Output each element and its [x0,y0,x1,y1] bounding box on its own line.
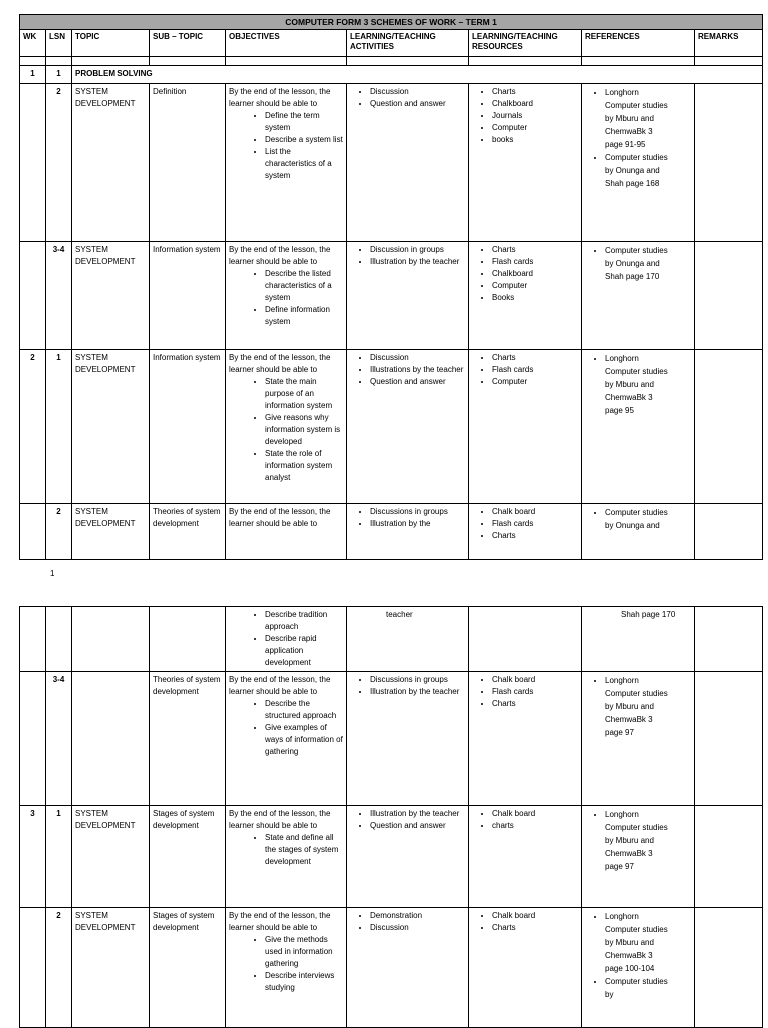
spacer-row [20,57,763,66]
resource-item: • Charts [492,244,578,256]
col-header-topic: TOPIC [72,30,150,57]
row-resources [469,242,582,350]
row-topic [72,607,150,672]
resource-item: • Flash cards [492,686,578,698]
reference-item: • Computer studies by Onunga and Shah page 170 [605,244,671,283]
reference-item: • Longhorn Computer studies by Mburu and ChemwaBk 3 page 97 [605,674,671,739]
row-activities [347,806,469,908]
resource-item: • Flash cards [492,256,578,268]
header-row [20,30,763,57]
activity-item: • Illustration by the teacher [370,256,465,268]
row-activities [347,242,469,350]
resource-item: • books [492,134,578,146]
row-remarks [695,242,763,350]
objective-item: • Give examples of ways of information of gathering [265,722,343,758]
row-topic: SYSTEM DEVELOPMENT [72,504,150,560]
resource-item: • Chalk board [492,674,578,686]
row-wk [20,242,46,350]
objective-item: • Describe the structured approach [265,698,343,722]
activity-item: • Illustration by the [370,518,465,530]
objective-item: • Define the term system [265,110,343,134]
scheme-row [20,806,763,908]
row-remarks [695,672,763,806]
section-wk: 1 [20,66,46,84]
row-topic: SYSTEM DEVELOPMENT [72,84,150,242]
row-lsn: 2 [46,504,72,560]
row-references [582,242,695,350]
scheme-row [20,672,763,806]
row-resources [469,504,582,560]
row-lsn: 3-4 [46,242,72,350]
objective-intro: By the end of the lesson, the learner should be able to [229,245,331,266]
col-header-lsn: LSN [46,30,72,57]
row-objectives [226,806,347,908]
row-activities [347,504,469,560]
row-remarks [695,84,763,242]
row-remarks [695,504,763,560]
objective-item: • Describe rapid application development [265,633,343,669]
resource-item: • Charts [492,698,578,710]
row-subtopic: Information system [150,242,226,350]
row-topic: SYSTEM DEVELOPMENT [72,350,150,504]
row-objectives [226,84,347,242]
row-remarks [695,908,763,1028]
row-activities: teacher [347,607,469,672]
objective-item: • Give reasons why information system is developed [265,412,343,448]
objective-item: • Define information system [265,304,343,328]
activity-item: • Illustration by the teacher [370,808,465,820]
row-references [582,84,695,242]
col-header-references: REFERENCES [582,30,695,57]
activity-item: • Discussion [370,86,465,98]
row-objectives [226,607,347,672]
scheme-table-page-2 [19,606,763,1028]
activity-item: • Illustration by the teacher [370,686,465,698]
objective-intro: By the end of the lesson, the learner should be able to [229,87,331,108]
row-references [582,806,695,908]
section-row [20,66,763,84]
row-wk [20,84,46,242]
row-wk [20,504,46,560]
col-header-subtopic: SUB – TOPIC [150,30,226,57]
page-1-rows [20,84,763,560]
resource-item: • Charts [492,922,578,934]
scheme-row [20,242,763,350]
row-lsn: 3-4 [46,672,72,806]
row-objectives [226,504,347,560]
resource-item: • Chalk board [492,910,578,922]
row-activities [347,908,469,1028]
resource-item: • Flash cards [492,364,578,376]
objective-intro: By the end of the lesson, the learner should be able to [229,809,331,830]
objective-intro: By the end of the lesson, the learner should be able to [229,675,331,696]
resource-item: • Charts [492,530,578,542]
objective-intro: By the end of the lesson, the learner should be able to [229,911,331,932]
row-topic [72,672,150,806]
resource-item: • Journals [492,110,578,122]
reference-item: • Longhorn Computer studies by Mburu and ChemwaBk 3 page 97 [605,808,671,873]
objective-item: • State the main purpose of an information system [265,376,343,412]
resource-item: • Charts [492,86,578,98]
col-header-activities: LEARNING/TEACHING ACTIVITIES [347,30,469,57]
row-lsn: 1 [46,806,72,908]
activity-item: • Discussion [370,352,465,364]
scheme-row [20,607,763,672]
row-references [582,908,695,1028]
row-subtopic: Information system [150,350,226,504]
scheme-table-page-1 [19,14,763,560]
resource-item: • Computer [492,280,578,292]
activity-item: • Discussion in groups [370,244,465,256]
row-resources [469,806,582,908]
scheme-row [20,908,763,1028]
row-remarks [695,806,763,908]
reference-item: • Computer studies by Onunga and [605,506,671,532]
scheme-row [20,350,763,504]
col-header-remarks: REMARKS [695,30,763,57]
row-resources [469,84,582,242]
resource-item: • Chalk board [492,506,578,518]
row-activities [347,84,469,242]
resource-item: • Flash cards [492,518,578,530]
row-wk [20,908,46,1028]
row-lsn: 2 [46,908,72,1028]
section-topic: PROBLEM SOLVING [72,66,763,84]
resource-item: • charts [492,820,578,832]
reference-item: • Computer studies by Onunga and Shah page 168 [605,151,671,190]
page-number: 1 [50,569,55,578]
col-header-resources: LEARNING/TEACHING RESOURCES [469,30,582,57]
row-resources [469,672,582,806]
row-subtopic: Stages of system development [150,908,226,1028]
row-references [582,672,695,806]
row-subtopic: Theories of system development [150,672,226,806]
row-wk: 2 [20,350,46,504]
row-wk [20,607,46,672]
row-wk: 3 [20,806,46,908]
scheme-row [20,504,763,560]
objective-item: • State and define all the stages of system development [265,832,343,868]
row-wk [20,672,46,806]
resource-item: • Books [492,292,578,304]
col-header-wk: WK [20,30,46,57]
section-lsn: 1 [46,66,72,84]
row-references [582,504,695,560]
objective-item: • Give the methods used in information gathering [265,934,343,970]
scheme-row [20,84,763,242]
col-header-objectives: OBJECTIVES [226,30,347,57]
row-topic: SYSTEM DEVELOPMENT [72,908,150,1028]
document-title: COMPUTER FORM 3 SCHEMES OF WORK – TERM 1 [20,15,763,30]
row-resources [469,607,582,672]
row-topic: SYSTEM DEVELOPMENT [72,806,150,908]
row-activities [347,672,469,806]
row-lsn: 1 [46,350,72,504]
row-lsn [46,607,72,672]
objective-item: • Describe the listed characteristics of a system [265,268,343,304]
resource-item: • Chalkboard [492,98,578,110]
row-resources [469,908,582,1028]
row-objectives [226,908,347,1028]
row-remarks [695,607,763,672]
activity-item: • Discussions in groups [370,674,465,686]
row-lsn: 2 [46,84,72,242]
row-activities [347,350,469,504]
activity-item: • Question and answer [370,376,465,388]
objective-item: • Describe tradition approach [265,609,343,633]
row-subtopic: Stages of system development [150,806,226,908]
resource-item: • Charts [492,352,578,364]
objective-intro: By the end of the lesson, the learner should be able to [229,507,331,528]
resource-item: • Computer [492,122,578,134]
resource-item: • Chalkboard [492,268,578,280]
activity-item: • Discussions in groups [370,506,465,518]
objective-item: • List the characteristics of a system [265,146,343,182]
objective-intro: By the end of the lesson, the learner should be able to [229,353,331,374]
row-references: Shah page 170 [582,607,695,672]
resource-item: • Computer [492,376,578,388]
row-references [582,350,695,504]
activity-item: • Demonstration [370,910,465,922]
reference-item: • Longhorn Computer studies by Mburu and ChemwaBk 3 page 100-104 [605,910,671,975]
resource-item: • Chalk board [492,808,578,820]
page-2-rows [20,607,763,1028]
row-resources [469,350,582,504]
activity-item: • Question and answer [370,98,465,110]
row-remarks [695,350,763,504]
objective-item: • Describe interviews studying [265,970,343,994]
reference-item: • Computer studies by [605,975,671,1001]
row-objectives [226,242,347,350]
row-subtopic [150,607,226,672]
row-topic: SYSTEM DEVELOPMENT [72,242,150,350]
row-subtopic: Theories of system development [150,504,226,560]
row-objectives [226,350,347,504]
objective-item: • Describe a system list [265,134,343,146]
reference-item: • Longhorn Computer studies by Mburu and ChemwaBk 3 page 95 [605,352,671,417]
activity-item: • Question and answer [370,820,465,832]
reference-item: • Longhorn Computer studies by Mburu and ChemwaBk 3 page 91-95 [605,86,671,151]
activity-item: • Illustrations by the teacher [370,364,465,376]
row-subtopic: Definition [150,84,226,242]
objective-item: • State the role of information system analyst [265,448,343,484]
row-objectives [226,672,347,806]
activity-item: • Discussion [370,922,465,934]
